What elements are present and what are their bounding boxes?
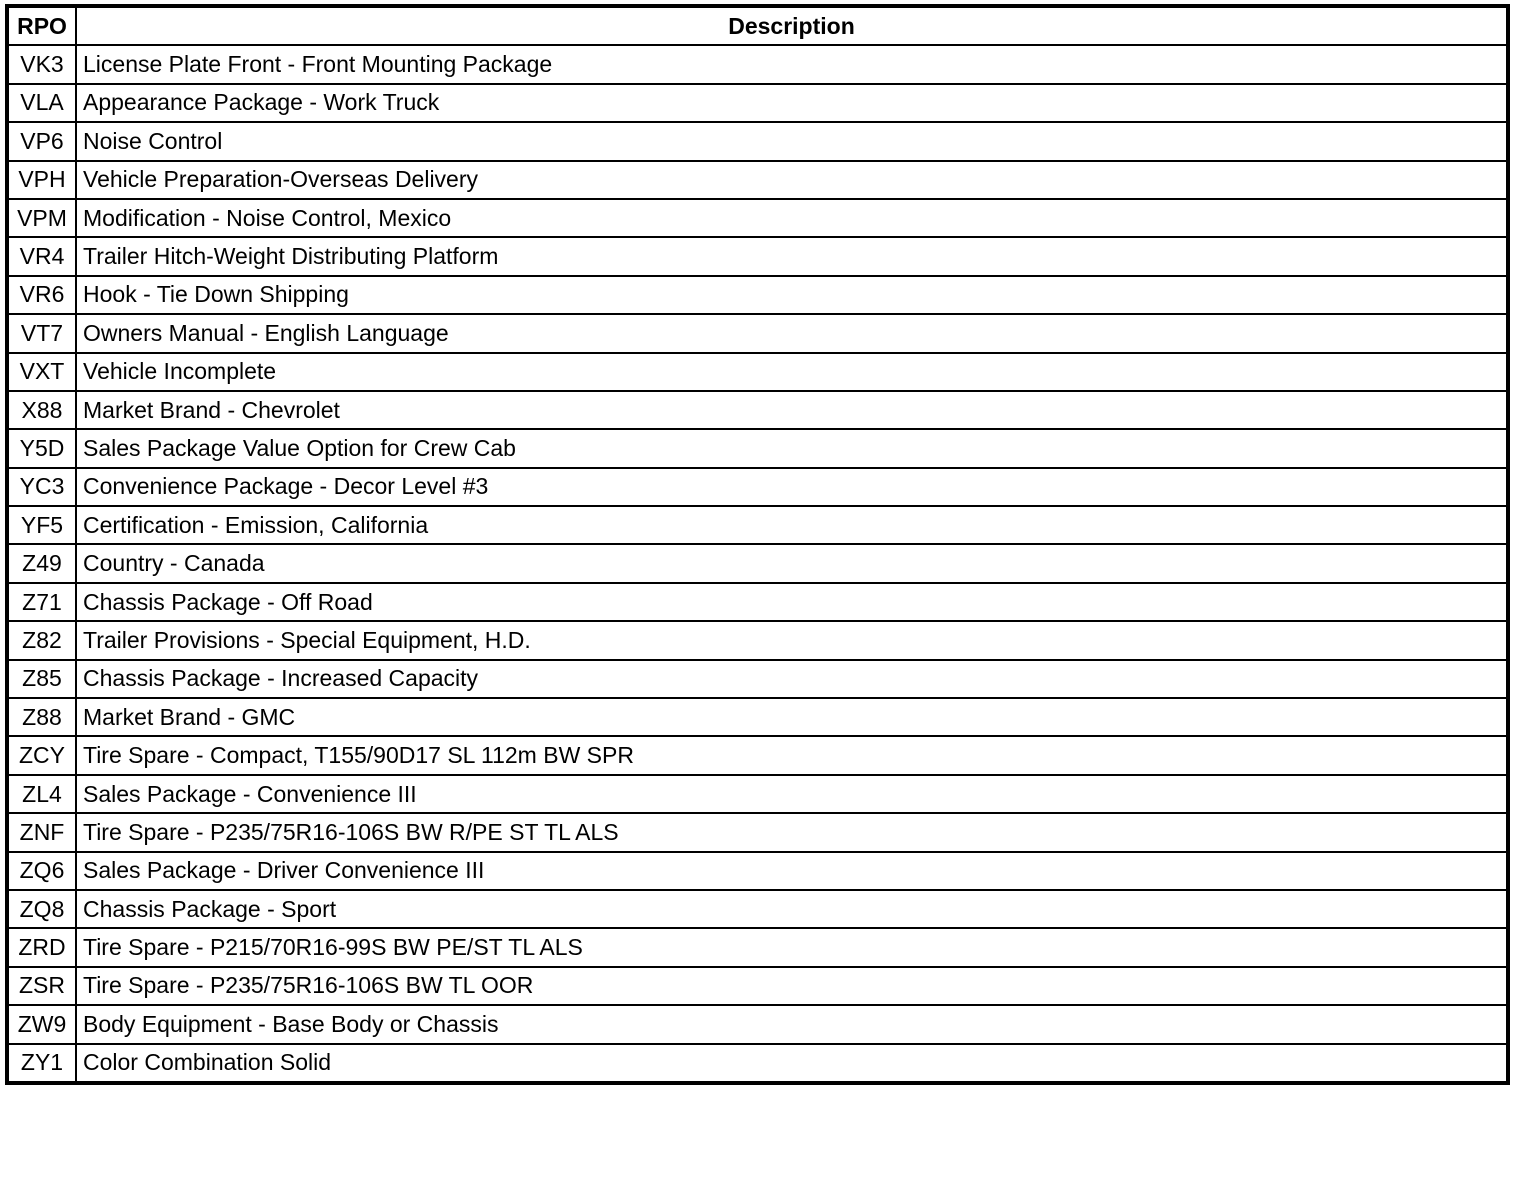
table-row (8, 813, 1507, 851)
rpo-code-cell: ZL4 (8, 775, 76, 813)
table-header (8, 7, 1507, 45)
rpo-code-cell: Z85 (8, 660, 76, 698)
rpo-code-cell: ZY1 (8, 1044, 76, 1082)
description-cell: Sales Package Value Option for Crew Cab (76, 429, 1507, 467)
rpo-code-cell: VXT (8, 353, 76, 391)
description-cell: Trailer Hitch-Weight Distributing Platform (76, 237, 1507, 275)
rpo-code-cell: X88 (8, 391, 76, 429)
description-cell: Vehicle Incomplete (76, 353, 1507, 391)
description-cell: Tire Spare - P235/75R16-106S BW R/PE ST TL ALS (76, 813, 1507, 851)
table-row (8, 583, 1507, 621)
rpo-table (7, 6, 1508, 1083)
table-row (8, 967, 1507, 1005)
description-cell: Vehicle Preparation-Overseas Delivery (76, 161, 1507, 199)
description-cell: Hook - Tie Down Shipping (76, 276, 1507, 314)
rpo-code-cell: VT7 (8, 314, 76, 352)
table-row (8, 199, 1507, 237)
rpo-code-cell: ZQ6 (8, 852, 76, 890)
description-cell: Owners Manual - English Language (76, 314, 1507, 352)
description-cell: Tire Spare - P235/75R16-106S BW TL OOR (76, 967, 1507, 1005)
table-row (8, 429, 1507, 467)
rpo-code-cell: Z49 (8, 544, 76, 582)
table-row (8, 391, 1507, 429)
table-row (8, 237, 1507, 275)
rpo-code-cell: YC3 (8, 468, 76, 506)
table-row (8, 544, 1507, 582)
rpo-code-cell: YF5 (8, 506, 76, 544)
description-cell: Chassis Package - Sport (76, 890, 1507, 928)
rpo-code-cell: VR4 (8, 237, 76, 275)
table-row (8, 736, 1507, 774)
table-row (8, 276, 1507, 314)
rpo-code-cell: VPH (8, 161, 76, 199)
table-row (8, 468, 1507, 506)
description-cell: Market Brand - Chevrolet (76, 391, 1507, 429)
header-rpo: RPO (8, 7, 76, 45)
rpo-code-cell: Y5D (8, 429, 76, 467)
rpo-code-cell: Z82 (8, 621, 76, 659)
table-row (8, 45, 1507, 83)
rpo-code-cell: ZW9 (8, 1005, 76, 1043)
description-cell: Convenience Package - Decor Level #3 (76, 468, 1507, 506)
description-cell: Sales Package - Convenience III (76, 775, 1507, 813)
header-row (8, 7, 1507, 45)
description-cell: Tire Spare - P215/70R16-99S BW PE/ST TL ALS (76, 928, 1507, 966)
table-row (8, 852, 1507, 890)
table-row (8, 84, 1507, 122)
table-row (8, 928, 1507, 966)
rpo-code-cell: ZQ8 (8, 890, 76, 928)
table-row (8, 621, 1507, 659)
description-cell: License Plate Front - Front Mounting Package (76, 45, 1507, 83)
table-row (8, 660, 1507, 698)
rpo-code-cell: VLA (8, 84, 76, 122)
description-cell: Noise Control (76, 122, 1507, 160)
rpo-code-cell: VK3 (8, 45, 76, 83)
rpo-code-cell: ZNF (8, 813, 76, 851)
table-row (8, 1044, 1507, 1082)
description-cell: Sales Package - Driver Convenience III (76, 852, 1507, 890)
description-cell: Modification - Noise Control, Mexico (76, 199, 1507, 237)
description-cell: Chassis Package - Off Road (76, 583, 1507, 621)
table-row (8, 506, 1507, 544)
table-row (8, 161, 1507, 199)
description-cell: Certification - Emission, California (76, 506, 1507, 544)
rpo-code-cell: ZRD (8, 928, 76, 966)
table-row (8, 1005, 1507, 1043)
rpo-code-cell: Z71 (8, 583, 76, 621)
description-cell: Body Equipment - Base Body or Chassis (76, 1005, 1507, 1043)
rpo-code-cell: Z88 (8, 698, 76, 736)
description-cell: Country - Canada (76, 544, 1507, 582)
rpo-code-cell: ZSR (8, 967, 76, 1005)
rpo-code-cell: ZCY (8, 736, 76, 774)
rpo-code-cell: VP6 (8, 122, 76, 160)
description-cell: Color Combination Solid (76, 1044, 1507, 1082)
table-row (8, 314, 1507, 352)
table-row (8, 353, 1507, 391)
rpo-code-cell: VPM (8, 199, 76, 237)
description-cell: Appearance Package - Work Truck (76, 84, 1507, 122)
description-cell: Market Brand - GMC (76, 698, 1507, 736)
description-cell: Tire Spare - Compact, T155/90D17 SL 112m BW SPR (76, 736, 1507, 774)
header-description: Description (76, 7, 1507, 45)
description-cell: Chassis Package - Increased Capacity (76, 660, 1507, 698)
table-row (8, 890, 1507, 928)
table-row (8, 122, 1507, 160)
rpo-code-cell: VR6 (8, 276, 76, 314)
table-row (8, 775, 1507, 813)
description-cell: Trailer Provisions - Special Equipment, H.D. (76, 621, 1507, 659)
table-row (8, 698, 1507, 736)
table-body (8, 45, 1507, 1082)
